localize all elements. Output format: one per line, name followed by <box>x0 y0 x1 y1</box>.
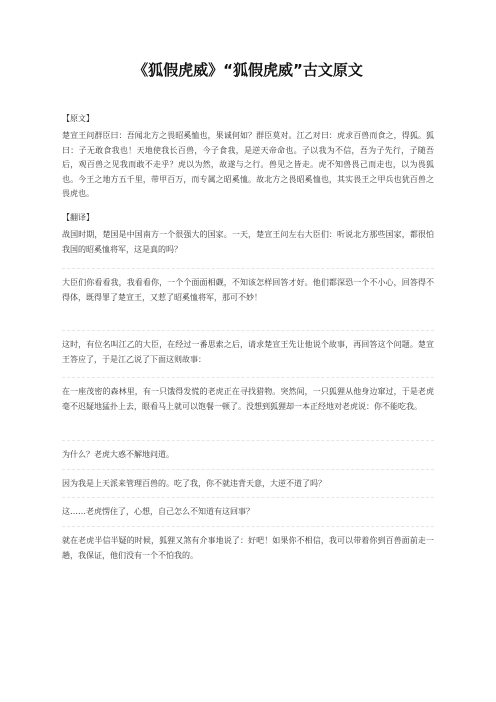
translation-paragraph-1: 战国时期，楚国是中国南方一个很强大的国家。一天，楚宣王问左右大臣们：听说北方那些国家，都很怕我国的昭奚恤将军，这是真的吗？ <box>62 230 434 254</box>
translation-label: 【翻译】 <box>62 213 94 222</box>
paragraph-divider <box>62 268 434 269</box>
paragraph-divider <box>62 526 434 527</box>
document-page <box>62 0 434 702</box>
paragraph-divider <box>62 377 434 378</box>
translation-paragraph-3: 这时，有位名叫江乙的大臣，在经过一番思索之后，请求楚宣王先让他说个故事，再回答这个问题。楚宣王答应了，于是江乙说了下面这则故事： <box>62 340 434 364</box>
translation-paragraph-2: 大臣们你看看我，我看看你，一个个面面相觑，不知该怎样回答才好。他们都深恐一个不小心，回答得不得体，既得罪了楚宣王，又惹了昭奚恤将军，那可不妙！ <box>62 278 434 302</box>
original-text-paragraph: 楚宣王问群臣曰：吾闻北方之畏昭奚恤也，果诚何如？群臣莫对。江乙对曰：虎求百兽而食之，得狐。狐曰：子无敢食我也！天地使我长百兽，今子食我，是逆天帝命也。子以我为不信，吾为子先行，子随吾后，观百兽之见我而敢不走乎？虎以为然，故遂与之行。兽见之皆走。虎不知兽畏己而走也，以为畏狐也。今王之地方五千里，带甲百万，而专属之昭奚恤。故北方之畏昭奚恤也，其实畏王之甲兵也犹百兽之畏虎也。 <box>62 131 434 198</box>
paragraph-divider <box>62 440 434 441</box>
translation-paragraph-4: 在一座茂密的森林里，有一只饿得发慌的老虎正在寻找猎物。突然间，一只狐狸从他身边窜过，于是老虎毫不迟疑地猛扑上去，眼看马上就可以饱餐一顿了。没想到狐狸却一本正经地对老虎说：你不能吃我。 <box>62 387 434 411</box>
paragraph-divider <box>62 469 434 470</box>
translation-paragraph-6: 因为我是上天派来管理百兽的。吃了我，你不就违背天意，大逆不道了吗？ <box>62 479 326 488</box>
translation-paragraph-5: 为什么？老虎大惑不解地问道。 <box>62 450 174 459</box>
original-text-label: 【原文】 <box>62 114 94 123</box>
paragraph-divider <box>62 330 434 331</box>
translation-paragraph-8: 就在老虎半信半疑的时候，狐狸又煞有介事地说了：好吧！如果你不相信，我可以带着你到百兽面前走一趟，我保证，他们没有一个不怕我的。 <box>62 536 434 560</box>
paragraph-divider <box>62 497 434 498</box>
document-title: 《狐假虎威》“狐假虎威”古文原文 <box>133 61 363 79</box>
translation-paragraph-7: 这……老虎愣住了，心想，自己怎么不知道有这回事？ <box>62 507 254 516</box>
